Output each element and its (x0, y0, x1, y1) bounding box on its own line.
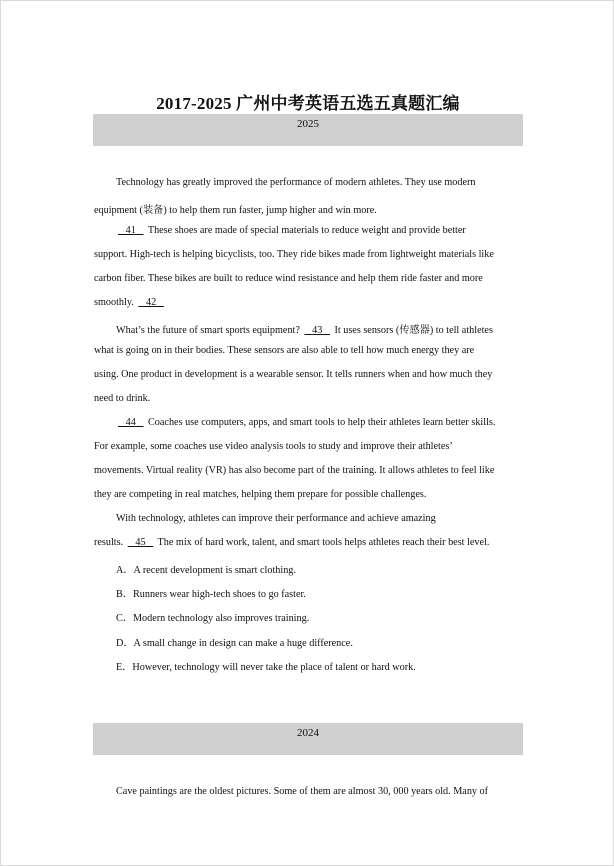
blank-number: 44 (125, 417, 136, 428)
passage-line (116, 321, 493, 336)
passage-line: For example, some coaches use video analysis tools to study and improve their athletes’ (94, 441, 453, 452)
blank-number: 42 (146, 297, 157, 308)
sentence-text: These shoes are made of special materials to reduce weight and provide better (147, 225, 466, 236)
passage-line: support. High-tech is helping bicyclists, too. They ride bikes made from lightweight materials like (94, 249, 494, 260)
year-label: 2024 (297, 727, 319, 739)
passage-line: carbon fiber. These bikes are built to reduce wind resistance and help them ride faster and more (94, 273, 483, 284)
passage-line (94, 297, 166, 308)
option-a: A．A recent development is smart clothing. (116, 565, 296, 576)
passage-line: Cave paintings are the oldest pictures. Some of them are almost 30, 000 years old. Many of (116, 786, 489, 797)
passage-line: using. One product in development is a wearable sensor. It tells runners when and how much they (94, 369, 493, 380)
blank-43 (302, 325, 331, 336)
sentence-text: Coaches use computers, apps, and smart tools to help their athletes learn better skills. (148, 417, 496, 428)
blank-number: 45 (135, 537, 146, 548)
sentence-text: smoothly. (94, 297, 134, 308)
passage-line: Technology has greatly improved the performance of modern athletes. They use modern (116, 177, 476, 188)
passage-line: movements. Virtual reality (VR) has also become part of the training. It allows athletes to feel like (94, 465, 495, 476)
option-b: B．Runners wear high-tech shoes to go faster. (116, 589, 306, 600)
option-d: D．A small change in design can make a huge difference. (116, 638, 353, 649)
passage-line (116, 417, 495, 428)
year-header-2025 (93, 114, 523, 146)
passage-line: equipment (装备) to help them run faster, jump higher and win more. (94, 205, 377, 216)
passage-line (94, 537, 489, 548)
blank-number: 41 (125, 225, 136, 236)
passage-line: need to drink. (94, 393, 151, 404)
blank-41 (116, 225, 145, 236)
sentence-text: results. (94, 537, 124, 548)
option-e: E．However, technology will never take the place of talent or hard work. (116, 662, 416, 673)
passage-line (116, 225, 466, 236)
passage-line: what is going on in their bodies. These sensors are also able to tell how much energy they are (94, 345, 475, 356)
sentence-text: The mix of hard work, talent, and smart tools helps athletes reach their best level. (157, 537, 490, 548)
blank-44 (116, 417, 145, 428)
blank-45 (126, 537, 155, 548)
year-label: 2025 (297, 118, 319, 130)
passage-line: With technology, athletes can improve their performance and achieve amazing (116, 513, 436, 524)
passage-line: they are competing in real matches, helping them prepare for possible challenges. (94, 489, 427, 500)
year-header-2024 (93, 723, 523, 755)
blank-number: 43 (312, 325, 323, 336)
page-title: 2017-2025 广州中考英语五选五真题汇编 (156, 94, 460, 113)
blank-42 (136, 297, 165, 308)
sentence-text: It uses sensors (传感器) to tell athletes (334, 325, 493, 336)
sentence-text: What’s the future of smart sports equipment? (116, 325, 300, 336)
option-c: C．Modern technology also improves training. (116, 613, 310, 624)
